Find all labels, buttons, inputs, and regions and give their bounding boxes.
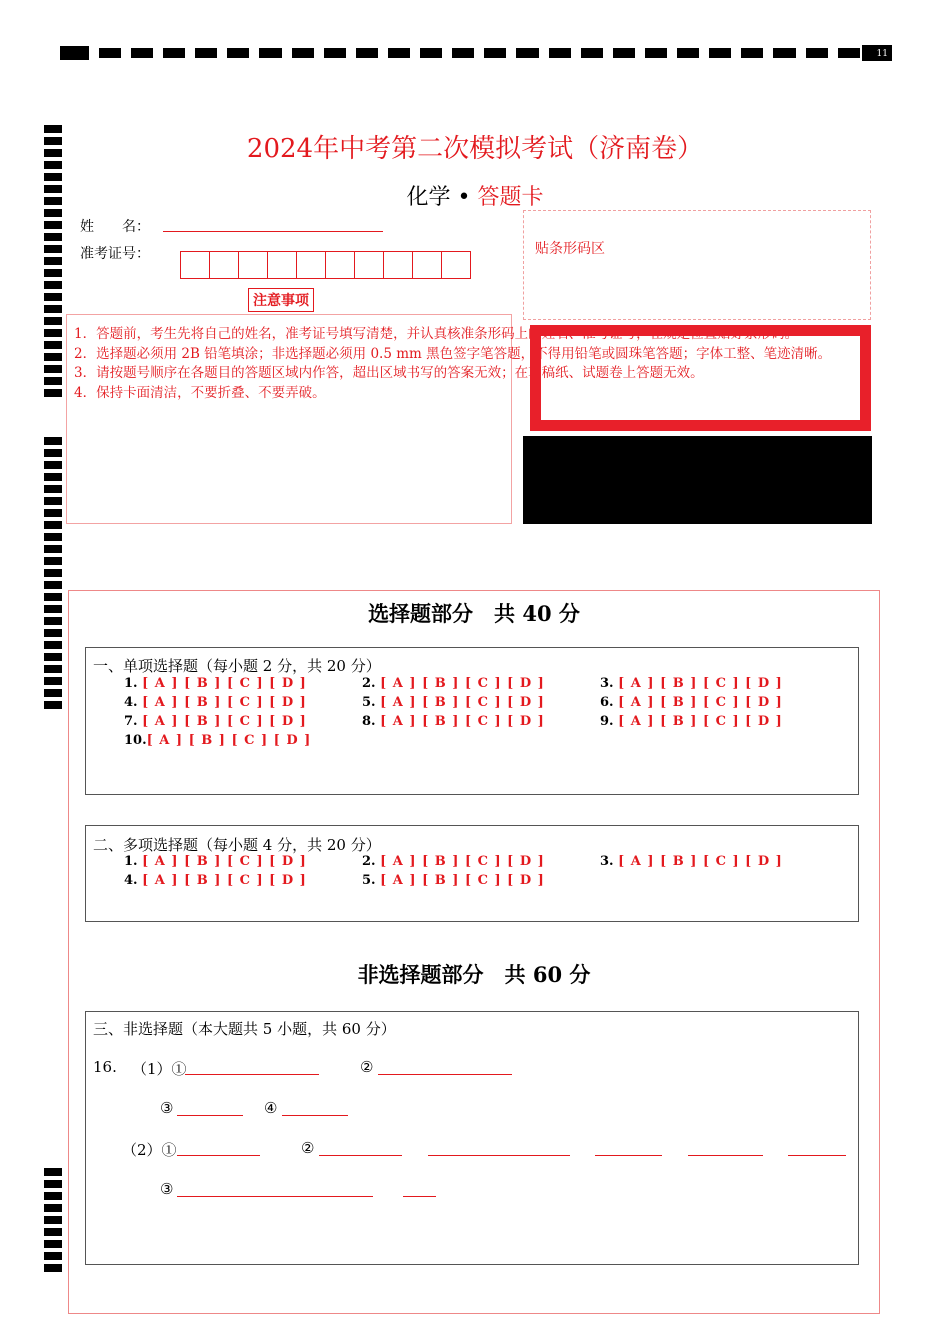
timing-marks-left-upper (44, 125, 62, 397)
notice-item-1: 1．答题前，考生先将自己的姓名，准考证号填写清楚，并认真核准条形码上的姓名、准考证号，在规定位置贴好条形码。 (74, 326, 799, 342)
id-box[interactable] (412, 251, 442, 279)
nonchoice-section-title: 非选择题部分 共 60 分 (357, 962, 591, 987)
id-box[interactable] (354, 251, 384, 279)
q16-2-circle-3: ③ (160, 1180, 174, 1198)
single-q3[interactable]: 3. [ A ] [ B ] [ C ] [ D ] (600, 676, 783, 691)
multi-q3[interactable]: 3. [ A ] [ B ] [ C ] [ D ] (600, 854, 783, 869)
nonchoice-heading: 三、非选择题（本大题共 5 小题，共 60 分） (93, 1020, 396, 1038)
id-box[interactable] (180, 251, 210, 279)
answer-card-label: 答题卡 (477, 185, 544, 210)
id-box[interactable] (209, 251, 239, 279)
q16-part1-label: （1）① (132, 1060, 187, 1078)
timing-marks-left-middle (44, 437, 62, 709)
q16-1-blank-3[interactable] (177, 1115, 243, 1116)
q16-part2-label: （2）① (122, 1141, 177, 1159)
subject-name: 化学 (406, 185, 451, 210)
multi-q1[interactable]: 1. [ A ] [ B ] [ C ] [ D ] (124, 854, 307, 869)
timing-marks-left-lower (44, 1168, 62, 1272)
q16-1-circle-4: ④ (264, 1099, 278, 1117)
single-q8[interactable]: 8. [ A ] [ B ] [ C ] [ D ] (362, 714, 545, 729)
multi-q5[interactable]: 5. [ A ] [ B ] [ C ] [ D ] (362, 873, 545, 888)
q16-2-blank-6[interactable] (788, 1155, 846, 1156)
single-q6[interactable]: 6. [ A ] [ B ] [ C ] [ D ] (600, 695, 783, 710)
nonchoice-box (85, 1011, 859, 1265)
q16-2-blank-3[interactable] (428, 1155, 570, 1156)
name-label: 姓 名： (80, 219, 150, 235)
notice-tag: 注意事项 (248, 288, 314, 312)
id-label: 准考证号： (80, 246, 150, 262)
q16-2-blank-2[interactable] (319, 1155, 402, 1156)
q16-1-blank-1[interactable] (185, 1074, 319, 1075)
single-q9[interactable]: 9. [ A ] [ B ] [ C ] [ D ] (600, 714, 783, 729)
q16-2-circle-2: ② (301, 1139, 315, 1157)
notice-item-3: 3．请按题号顺序在各题目的答题区域内作答，超出区域书写的答案无效；在草稿纸、试题卷上答题无效。 (74, 365, 704, 381)
id-box[interactable] (238, 251, 268, 279)
single-q10[interactable]: 10.[ A ] [ B ] [ C ] [ D ] (124, 733, 312, 748)
choice-section-title: 选择题部分 共 40 分 (368, 601, 580, 626)
redacted-block (523, 436, 872, 524)
barcode-label: 贴条形码区 (535, 241, 605, 257)
single-q5[interactable]: 5. [ A ] [ B ] [ C ] [ D ] (362, 695, 545, 710)
id-box[interactable] (296, 251, 326, 279)
page-subtitle (0, 180, 950, 211)
q16-2-blank-4[interactable] (595, 1155, 662, 1156)
multi-q2[interactable]: 2. [ A ] [ B ] [ C ] [ D ] (362, 854, 545, 869)
id-number-boxes[interactable] (181, 251, 471, 279)
timing-bar-top (60, 46, 892, 60)
q16-1-circle-2: ② (360, 1058, 374, 1076)
page-title: 2024年中考第二次模拟考试（济南卷） (246, 134, 704, 164)
q16-1-blank-2[interactable] (378, 1074, 512, 1075)
id-box[interactable] (441, 251, 471, 279)
single-q7[interactable]: 7. [ A ] [ B ] [ C ] [ D ] (124, 714, 307, 729)
multi-q4[interactable]: 4. [ A ] [ B ] [ C ] [ D ] (124, 873, 307, 888)
absent-mark-frame (530, 325, 871, 431)
q16-2-blank-7[interactable] (177, 1196, 373, 1197)
multi-choice-heading: 二、多项选择题（每小题 4 分，共 20 分） (93, 836, 381, 854)
single-q2[interactable]: 2. [ A ] [ B ] [ C ] [ D ] (362, 676, 545, 691)
q16-2-blank-1[interactable] (177, 1155, 260, 1156)
id-box[interactable] (325, 251, 355, 279)
q16-1-circle-3: ③ (160, 1099, 174, 1117)
notice-item-2: 2．选择题必须用 2B 铅笔填涂；非选择题必须用 0.5 mm 黑色签字笔答题，不得用铅笔或圆珠笔答题；字体工整、笔迹清晰。 (74, 346, 832, 362)
q16-2-blank-8[interactable] (403, 1196, 436, 1197)
barcode-area (523, 210, 871, 320)
name-field[interactable] (163, 231, 383, 232)
q16-2-blank-5[interactable] (688, 1155, 763, 1156)
q16-number: 16. (93, 1058, 117, 1076)
q16-1-blank-4[interactable] (282, 1115, 348, 1116)
page-corner-number: 11 (862, 45, 892, 61)
id-box[interactable] (267, 251, 297, 279)
single-choice-heading: 一、单项选择题（每小题 2 分，共 20 分） (93, 657, 381, 675)
single-q1[interactable]: 1. [ A ] [ B ] [ C ] [ D ] (124, 676, 307, 691)
notice-item-4: 4．保持卡面清洁，不要折叠、不要弄破。 (74, 385, 326, 401)
subtitle-dot: • (457, 185, 471, 210)
single-q4[interactable]: 4. [ A ] [ B ] [ C ] [ D ] (124, 695, 307, 710)
id-box[interactable] (383, 251, 413, 279)
